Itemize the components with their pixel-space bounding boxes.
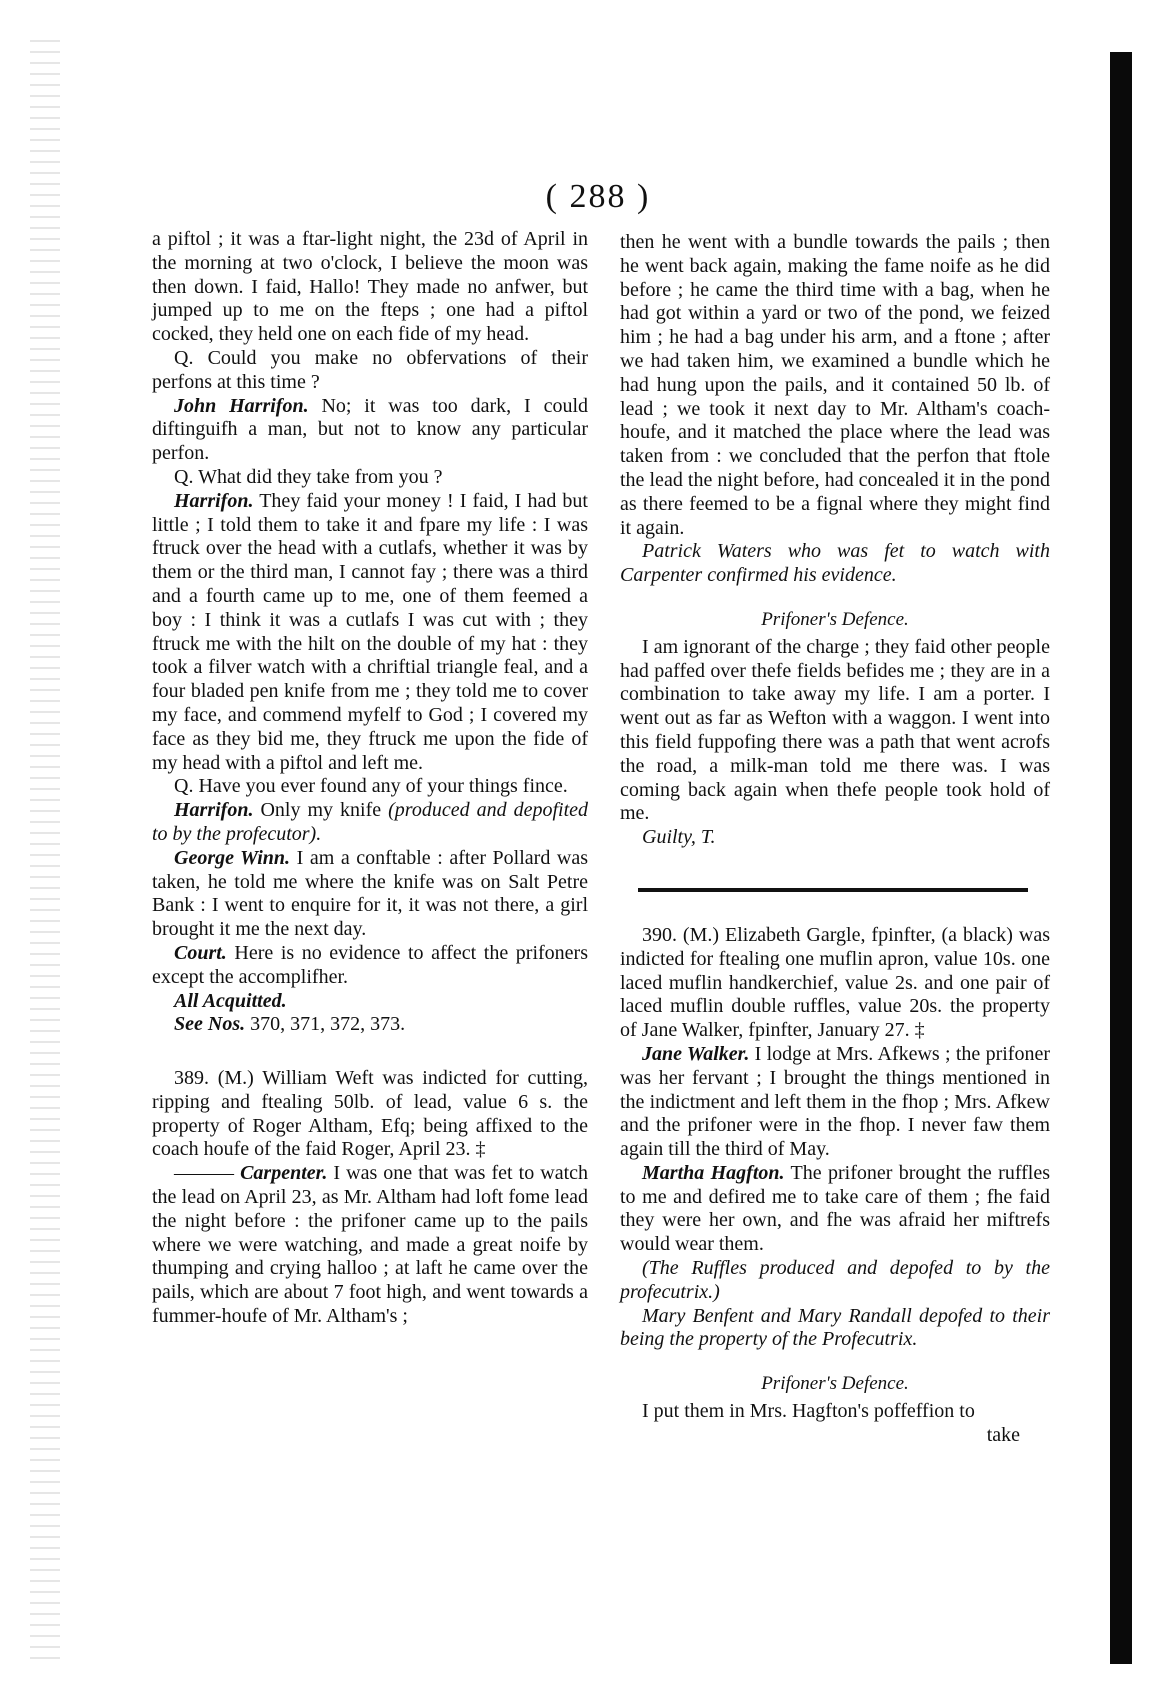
paragraph: [620, 924, 1050, 1043]
paragraph-text: Elizabeth Gargle, fpinfter, (a black) was indicted for ftealing one muflin apron, value 10s. one laced muflin handkerchief, value 2s. and one pair of laced muflin double ruffles, value 20s. the property of Jane Walker, fpinfter, January 27. ‡: [620, 923, 1051, 1042]
italic-paragraph: Patrick Waters who was fet to watch with Carpenter confirmed his evidence.: [620, 540, 1050, 587]
page-number: ( 288 ): [545, 178, 651, 215]
binding-gutter: [30, 40, 60, 1660]
paragraph: [620, 231, 1050, 540]
paragraph: [620, 1162, 1050, 1257]
paragraph: [620, 1043, 1050, 1162]
paragraph-text: Here is no evidence to affect the prifoners except the accomplifher.: [152, 941, 588, 988]
paragraph: [152, 775, 588, 799]
paragraph: [152, 990, 588, 1014]
paragraph-text: Only my knife: [260, 799, 382, 822]
paragraph-text: I lodge at Mrs. Afkews ; the prifoner was her fervant ; I brought the things mentioned in the indictment and left them in the fhop ; Mrs. Afkew and the prifoner were in the fhop. I never faw them again till the third of May.: [620, 1042, 1050, 1161]
catchword: take: [986, 1423, 1020, 1446]
italic-paragraph: Mary Benfent and Mary Randall depofed to their being the property of the Profecutrix.: [620, 1304, 1050, 1351]
scan-edge-bar: [1110, 52, 1132, 1664]
paragraph: [152, 942, 588, 990]
paragraph: [152, 466, 588, 490]
paragraph: [620, 636, 1050, 826]
paragraph-text: No; it was too dark, I could diftinguifh a man, but not to know any particular perfon.: [152, 394, 588, 465]
paragraph: [620, 1400, 1050, 1424]
paragraph: [152, 799, 588, 847]
case-number: 389. (M.): [174, 1067, 254, 1090]
speaker-name: Jane Walker.: [642, 1042, 750, 1065]
paragraph: [152, 228, 588, 347]
paragraph-text: Q. What did they take from you ?: [174, 465, 443, 488]
section-heading: Prifoner's Defence.: [761, 1373, 909, 1395]
left-column: [152, 228, 588, 1329]
paragraph-text: I was one that was fet to watch the lead on April 23, as Mr. Altham had loft fome lead the night before : the prifoner came up to the pails where we were watching, and made a great noife by thumping and crying halloo ; at laft he came over the pails, which are about 7 foot high, and went towards a fummer-houfe of Mr. Altham's ;: [152, 1162, 589, 1328]
paragraph: [152, 490, 588, 776]
italic-paragraph: Guilty, T.: [642, 826, 716, 849]
paragraph-text: Q. Have you ever found any of your things fince.: [174, 775, 568, 798]
speaker-name: Court.: [174, 941, 227, 964]
paragraph-text: then he went with a bundle towards the pails ; then he went back again, making the fame noife as he did before ; he came the third time with a bag, when he had got within a yard or two of the pond, we feized him ; he had a bag under his arm, and a ftone ; after we had taken him, we examined a bundle which he had hung upon the pails, and it contained 50 lb. of lead ; we took it next day to Mr. Altham's coach-houfe, and it matched the place where the lead was taken from : we concluded that the perfon that ftole the lead the night before, had concealed it in the pond as there feemed to be a fignal where they might find it again.: [620, 231, 1050, 539]
paragraph-text: They faid your money ! I faid, I had but little ; I told them to take it and fpare my life : I was ftruck over the head with a cutlafs, whether it was by them or the third man, I cannot fay ; there was a third and a fourth came up to me, one of them feemed a boy : I think it was a cutlafs I was cut with ; they ftruck me with the hilt on the double of my hat : they took a filver watch with a chriftial triangle feal, and a four bladed pen knife from me ; they told me to cover my face, and commend myfelf to God ; I covered my face as they bid me, they ftruck me upon the fide of my head with a piftol and left me.: [152, 489, 588, 774]
speaker-name: Harrifon.: [174, 799, 254, 822]
paragraph-text: Q. Could you make no obfervations of their perfons at this time ?: [152, 346, 588, 393]
paragraph: [152, 847, 588, 942]
paragraph-text: a piftol ; it was a ftar-light night, the 23d of April in the morning at two o'clock, I believe the moon was then down. I faid, Hallo! They made no anfwer, but jumped up to me on the fteps ; one had a piftol cocked, they held one on each fide of my head.: [152, 228, 588, 346]
paragraph: [152, 347, 588, 395]
paragraph-text: The prifoner brought the ruffles to me and defired me to take care of them ; fhe faid they were her own, and fhe was afraid her miftrefs would wear them.: [620, 1161, 1050, 1256]
speaker-name: Harrifon.: [174, 489, 254, 512]
section-divider: [638, 888, 1028, 892]
case-number: ———: [174, 1162, 234, 1185]
paragraph: [152, 1162, 588, 1329]
paragraph-text: 370, 371, 372, 373.: [250, 1013, 406, 1036]
paragraph: [152, 395, 588, 466]
speaker-name: All Acquitted.: [174, 989, 287, 1012]
paragraph-text: I put them in Mrs. Hagfton's poffeffion to: [642, 1400, 975, 1423]
speaker-name: Martha Hagfton.: [642, 1161, 785, 1184]
paragraph-text: William Weft was indicted for cutting, ripping and ftealing 50lb. of lead, value 6 s. the property of Roger Altham, Efq; being affixed to the coach houfe of the faid Roger, April 23. ‡: [152, 1067, 589, 1161]
speaker-name: John Harrifon.: [174, 394, 309, 417]
italic-paragraph: (The Ruffles produced and depofed to by the profecutrix.): [620, 1257, 1050, 1303]
speaker-name: See Nos.: [174, 1013, 246, 1036]
right-column: [620, 231, 1050, 1448]
paragraph-text: I am a conftable : after Pollard was taken, he told me where the knife was on Salt Petre Bank : I went to enquire for it, it was not there, a girl brought it me the next day.: [152, 846, 588, 941]
speaker-name: Carpenter.: [240, 1162, 328, 1185]
speaker-name: George Winn.: [174, 846, 291, 869]
paragraph: [152, 1067, 588, 1162]
section-heading: Prifoner's Defence.: [761, 608, 909, 630]
italic-note: (produced and depofited to by the profecutor).: [152, 799, 588, 845]
paragraph-text: I am ignorant of the charge ; they faid other people had paffed over thefe fields befides me ; they are in a combination to take away my life. I am a porter. I went out as far as Wefton with a waggon. I went into this field fuppofing there was a path that went acrofs the road, a milk-man told me there was. I was coming back again when thefe people took hold of me.: [620, 635, 1050, 825]
case-number: 390. (M.): [642, 923, 720, 946]
paragraph: [152, 1013, 588, 1037]
